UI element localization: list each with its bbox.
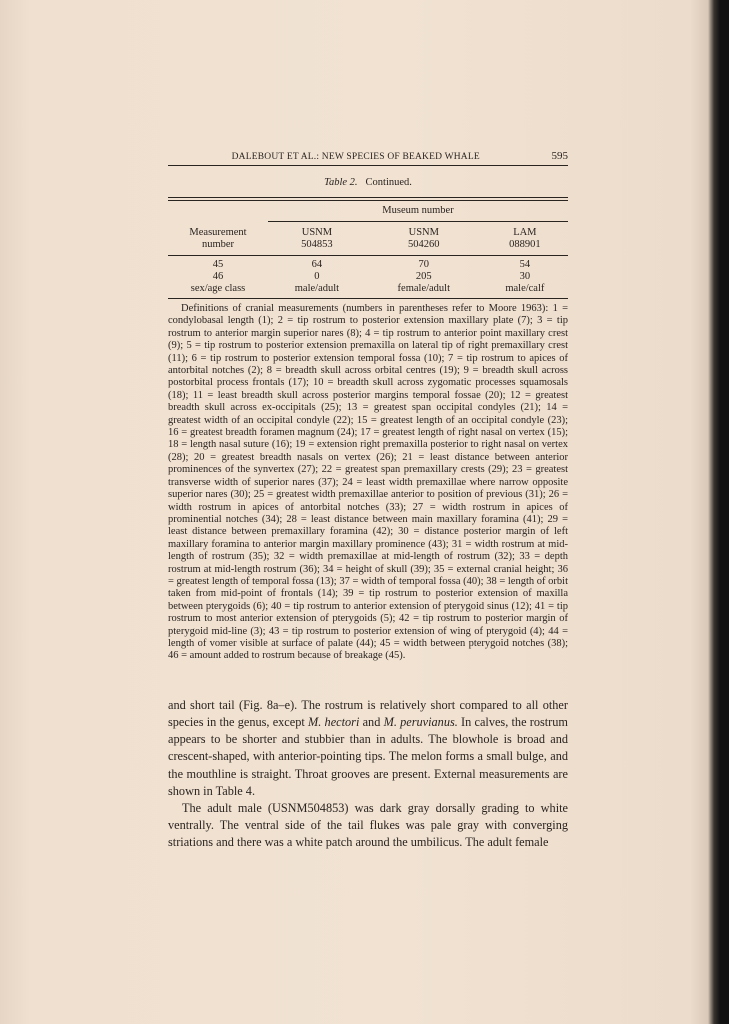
text-column (168, 150, 568, 852)
table-row: 45 64 70 54 (212, 259, 531, 270)
species-name: M. hectori (308, 714, 360, 729)
table-footnote-definitions: Definitions of cranial measurements (numbers in parentheses refer to Moore 1963): 1 = condylobasal length (1); 2 = tip rostrum to posterior extension maxillary plate (7); 3 = tip rostrum to anterior margin superior nares (8); 4 = tip rostrum to anterior point maxillary crest (9); 5 = tip rostrum to posterior extension premaxilla on lateral tip of right premaxillary crest (11); 6 = tip rostrum to posterior extension temporal fossa (10); 7 = tip rostrum to apices of antorbital notches (2); 8 = breadth skull across orbital centres (19); 9 = breadth skull across postorbital process frontals (17); 10 = breadth skull across zygomatic processes squamosals (18); 11 = least breadth skull across posterior margins temporal fossae (20); 12 = greatest breadth skull across ex-occipitals (25); 13 = greatest span occipital condyles (21); 14 = greatest width of an occipital condyle (22); 15 = greatest length of an occipital condyle (23); 16 = greatest breadth foramen magnum (24); 17 = greatest length of right nasal on vertex (15); 18 = length nasal suture (16); 19 = extension right premaxilla posterior to right nasal on vertex (28); 20 = greatest breadth nasals on vertex (26); 21 = least distance between anterior prominences of the synvertex (27); 22 = greatest span premaxillary crests (29); 23 = greatest transverse width of superior nares (37); 24 = least width premaxillae where narrow opposite superior nares (30); 25 = greatest width premaxillae anterior to position of previous (31); 26 = width rostrum in apices of antorbital notches (33); 27 = width rostrum in apices of prominential notches (34); 28 = least distance between main maxillary foramina (41); 29 = least distance between premaxillary foramina (42); 30 = distance posterior margin of left maxillary foramina to anterior margin maxillary prominence (43); 31 = width rostrum at mid-length of rostrum (35); 32 = width premaxillae at mid-length of rostrum (32); 33 = depth rostrum at mid-length rostrum (36); 34 = height of skull (39); 35 = external cranial height; 36 = greatest length of temporal fossa (13); 37 = width of temporal fossa (40); 38 = length of orbit taken from mid-point of frontals (14); 39 = tip rostrum to posterior extension of maxilla between pterygoids (6); 40 = tip rostrum to anterior extension of pterygoid sinus (12); 41 = tip rostrum to most anterior extension of pterygoids (5); 42 = tip rostrum to posterior margin of pterygoid mid-line (3); 43 = tip rostrum to posterior extension of wing of pterygoid (4); 44 = length of vomer visible at surface of palate (44); 45 = width between pterygoid notches (38); 46 = amount added to rostrum because of breakage (45). (168, 303, 568, 662)
col-header-lam-088901: LAM 088901 (509, 227, 541, 250)
table-caption-text: Continued. (365, 177, 412, 188)
paragraph: The adult male (USNM504853) was dark gray dorsally grading to white ventrally. The ventral side of the tail flukes was pale gray with converging striations and there was a white patch around the umbilicus. The adult female (168, 801, 568, 850)
table-caption (168, 176, 568, 189)
group-header-row (168, 203, 568, 222)
table-label: Table 2. (324, 177, 358, 188)
measurement-table (168, 203, 568, 299)
species-name: M. peruvianus. (383, 714, 458, 729)
table-row: 46 0 205 30 (212, 271, 531, 282)
paragraph: and short tail (Fig. 8a–e). The rostrum is relatively short compared to all other species in the genus, except M. hectori and M. peruvianus. In calves, the rostrum appears to be shorter and stubbier than in adults. The blowhole is broad and crescent-shaped, with anterior-pointing tips. The melon forms a small bulge, and the mouthline is straight. Throat grooves are present. External measurements are shown in Table 4. (168, 697, 568, 798)
col-header-usnm-504260: USNM 504260 (408, 227, 440, 250)
col-header-usnm-504853: USNM 504853 (301, 227, 333, 250)
column-header-row (168, 222, 568, 252)
running-header (168, 150, 568, 166)
table-row: sex/age class male/adult female/adult male/calf (190, 283, 545, 294)
group-header: Museum number (268, 203, 568, 222)
col-header-measurement: Measurement number (189, 226, 247, 250)
page-number: 595 (551, 150, 568, 162)
table-top-rule (168, 197, 568, 201)
running-title: DALEBOUT ET AL.: NEW SPECIES OF BEAKED WHALE (231, 152, 480, 162)
body-text (168, 697, 568, 852)
